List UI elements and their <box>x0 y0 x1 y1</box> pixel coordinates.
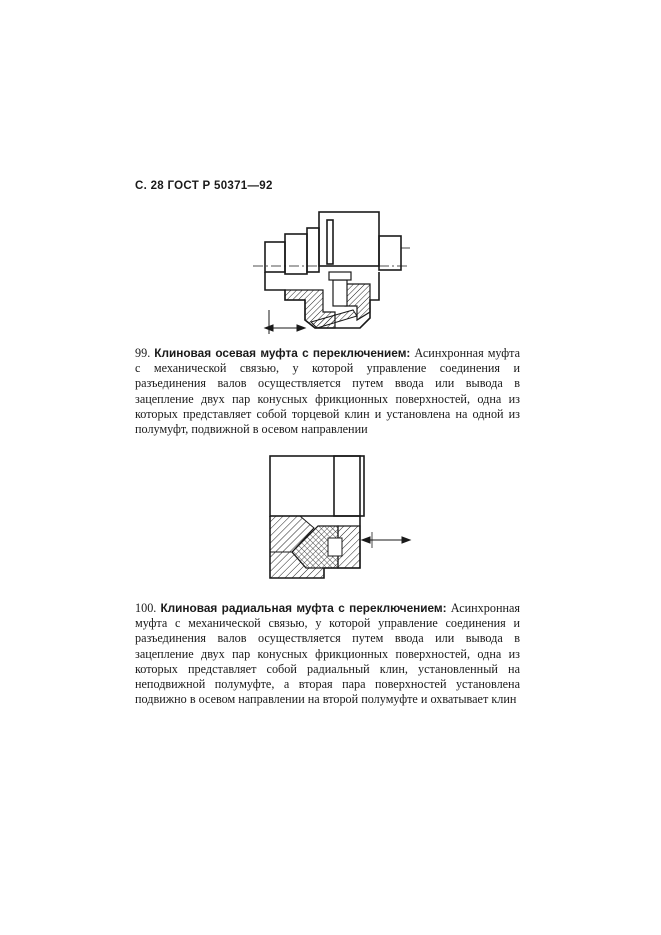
figure-axial-wedge-clutch <box>245 200 415 340</box>
section-number: 100. <box>135 601 157 615</box>
section-definition: Асинхронная муфта с механической связью, у которой управление соединения и разъединения валов осуществляется путем ввода или вывода в зацепление двух пар конусных фрикционных поверхностей, одна из которых представляет собой торцевой клин и установлена на одной из полумуфт, подвижной в осевом направлении <box>135 346 520 437</box>
section-99 <box>135 346 520 437</box>
section-definition: Асинхронная муфта с механической связью, у которой управление соединения и разъединения валов осуществляется путем ввода или вывода в зацепление двух пар конусных фрикционных поверхностей, одна из которых представляет собой радиальный клин, установленный на неподвижной полумуфте, а вторая пара поверхностей установлена подвижно в осевом направлении на второй полумуфте и охватывает клин <box>135 601 521 707</box>
page-header: С. 28 ГОСТ Р 50371—92 <box>135 180 273 192</box>
figure-radial-wedge-clutch <box>262 452 412 592</box>
section-100 <box>135 601 520 707</box>
section-term: Клиновая радиальная муфта с переключением: <box>160 601 447 615</box>
section-number: 99. <box>135 346 151 360</box>
section-term: Клиновая осевая муфта с переключением: <box>154 346 411 360</box>
